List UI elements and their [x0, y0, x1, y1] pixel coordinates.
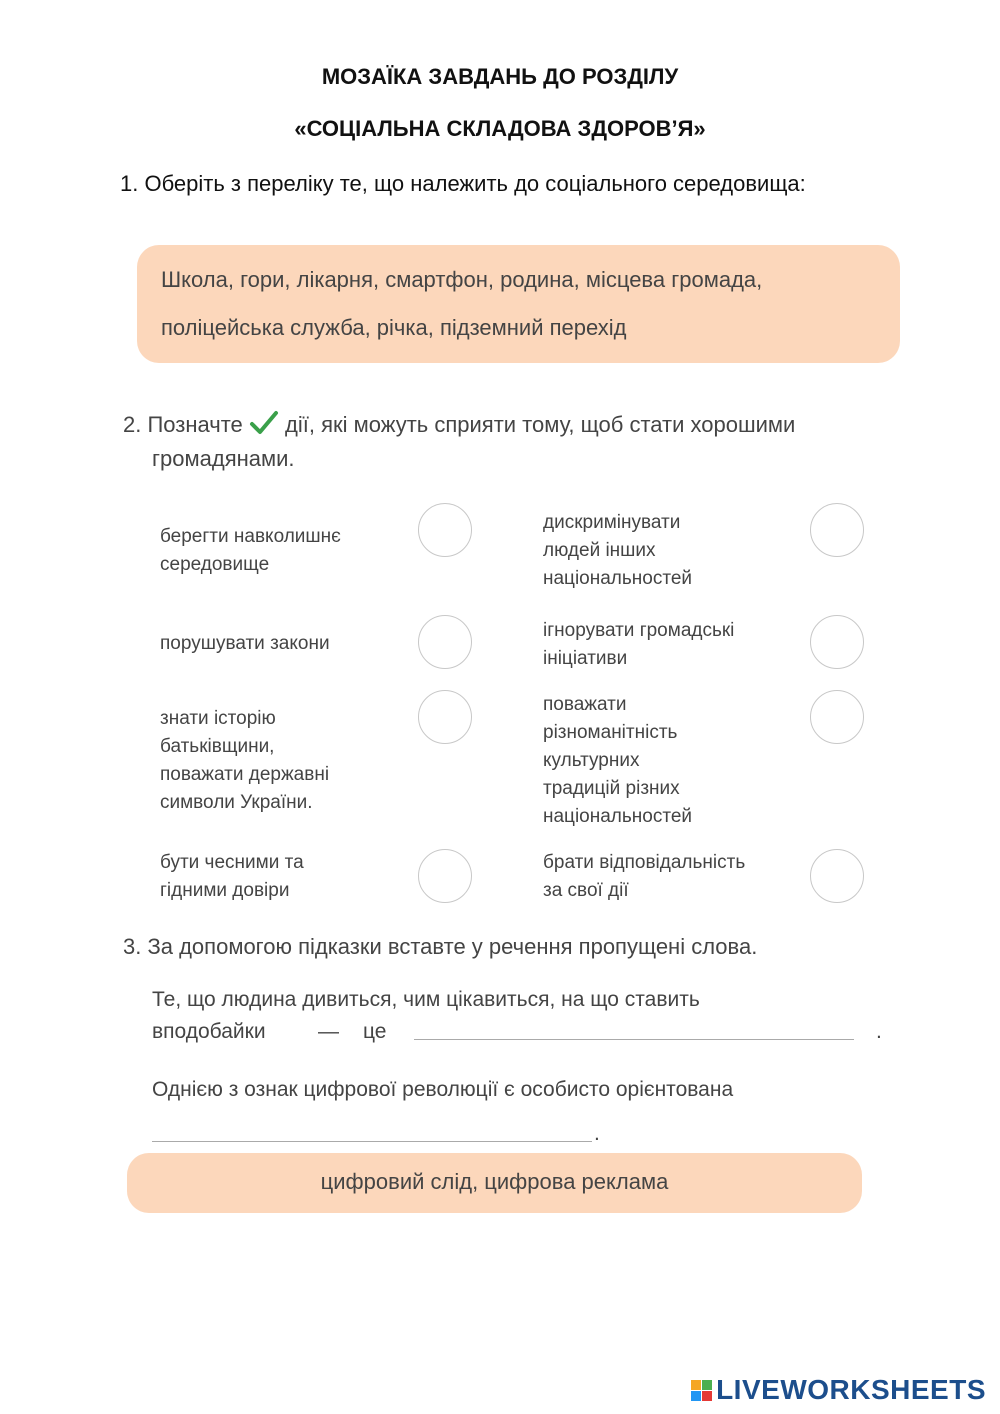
option-checkbox[interactable]: [810, 690, 864, 744]
task3-sentence2-end: .: [594, 1122, 600, 1145]
page-subtitle: «СОЦІАЛЬНА СКЛАДОВА ЗДОРОВ’Я»: [294, 116, 706, 141]
task3-sentence1-dash: —: [318, 1020, 339, 1043]
checkmark-icon: [249, 410, 279, 444]
task3-sentence1-word: вподобайки: [152, 1020, 266, 1043]
page-title: МОЗАЇКА ЗАВДАНЬ ДО РОЗДІЛУ: [321, 64, 679, 89]
option-label: дискримінувати людей інших національностей: [543, 512, 693, 589]
answer-blank-1[interactable]: [414, 1039, 854, 1040]
task3-sentence1-word: це: [363, 1020, 387, 1043]
option-checkbox[interactable]: [418, 849, 472, 903]
logo-mark-icon: [691, 1380, 712, 1401]
option-label: берегти навколишнє середовище: [160, 526, 341, 575]
option-label: знати історію батьківщини, поважати державні символи України.: [160, 708, 330, 813]
task3-hint-box: [127, 1153, 862, 1213]
task2-prompt-end: дії, які можуть сприяти тому, щоб стати хорошими: [285, 412, 796, 437]
task1-list-line[interactable]: Школа, гори, лікарня, смартфон, родина, місцева громада,: [161, 267, 763, 292]
task2-prompt-start: 2. Позначте: [123, 412, 243, 437]
answer-blank-2[interactable]: [152, 1141, 592, 1142]
option-label: поважати різноманітність культурних традицій різних національностей: [543, 694, 693, 827]
option-checkbox[interactable]: [810, 615, 864, 669]
task1-prompt: 1. Оберіть з переліку те, що належить до соціального середовища:: [120, 171, 806, 196]
liveworksheets-logo: [691, 1374, 986, 1406]
option-label: порушувати закони: [160, 633, 330, 654]
option-checkbox[interactable]: [810, 503, 864, 557]
option-checkbox[interactable]: [418, 503, 472, 557]
task3-sentence1-line1: Те, що людина дивиться, чим цікавиться, на що ставить: [152, 988, 700, 1011]
task2-prompt-line2: громадянами.: [152, 446, 295, 471]
option-checkbox[interactable]: [810, 849, 864, 903]
task3-sentence1-end: .: [876, 1020, 882, 1043]
logo-text: LIVEWORKSHEETS: [716, 1374, 986, 1405]
option-label: брати відповідальність за свої дії: [543, 852, 746, 901]
option-checkbox[interactable]: [418, 690, 472, 744]
task1-list-line[interactable]: поліцейська служба, річка, підземний перехід: [161, 315, 627, 340]
task1-word-list: [137, 245, 900, 363]
task3-prompt: 3. За допомогою підказки вставте у речення пропущені слова.: [123, 934, 758, 959]
option-label: бути чесними та гідними довіри: [160, 852, 304, 901]
option-checkbox[interactable]: [418, 615, 472, 669]
option-label: ігнорувати громадські ініціативи: [543, 620, 735, 669]
task3-hint-text: цифровий слід, цифрова реклама: [320, 1169, 669, 1194]
task3-sentence2-line1: Однією з ознак цифрової революції є особисто орієнтована: [152, 1078, 734, 1101]
task2-prompt: [123, 410, 893, 474]
